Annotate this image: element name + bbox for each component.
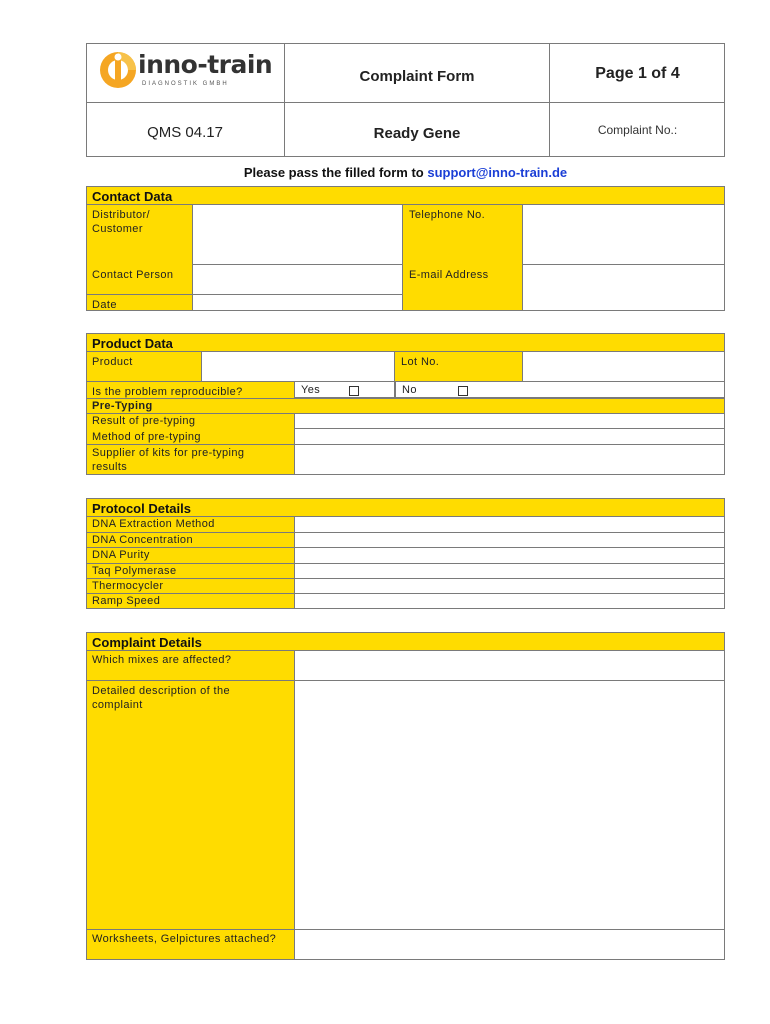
ramp-speed-field[interactable]	[294, 593, 725, 609]
product-section-title: Product Data	[92, 336, 173, 351]
dna-extraction-label: DNA Extraction Method	[92, 518, 215, 530]
no-option[interactable]	[395, 381, 725, 398]
product-name: Ready Gene	[373, 125, 461, 142]
instruction-line	[86, 165, 725, 180]
distributor-label: Distributor/ Customer	[92, 209, 150, 235]
thermocycler-field[interactable]	[294, 578, 725, 594]
company-logo	[98, 48, 278, 94]
logo-subtext: DIAGNOSTIK GMBH	[142, 81, 229, 87]
taq-polymerase-label: Taq Polymerase	[92, 565, 177, 577]
pretyping-supplier-field[interactable]	[294, 444, 725, 475]
email-label: E-mail Address	[409, 269, 489, 281]
contact-person-label: Contact Person	[92, 269, 174, 281]
instruction-text: Please pass the filled form to	[243, 165, 428, 180]
distributor-field[interactable]	[192, 204, 403, 265]
protocol-section-title: Protocol Details	[92, 501, 191, 516]
complaint-section-title: Complaint Details	[92, 635, 202, 650]
pretyping-method-field[interactable]	[294, 428, 725, 445]
dna-concentration-field[interactable]	[294, 532, 725, 548]
header-divider	[86, 102, 725, 103]
dna-concentration-label: DNA Concentration	[92, 534, 193, 546]
thermocycler-label: Thermocycler	[92, 580, 164, 592]
no-checkbox[interactable]	[458, 386, 468, 396]
dna-extraction-field[interactable]	[294, 516, 725, 533]
support-email-link[interactable]: support@inno-train.de	[427, 165, 568, 180]
form-title: Complaint Form	[359, 68, 475, 85]
product-label: Product	[92, 356, 133, 368]
pretyping-supplier-label: Supplier of kits for pre-typing results	[92, 447, 245, 473]
worksheets-field[interactable]	[294, 929, 725, 960]
pretyping-title: Pre-Typing	[92, 400, 153, 412]
complaint-no-label: Complaint No.:	[597, 123, 678, 137]
email-field[interactable]	[522, 264, 725, 311]
mixes-field[interactable]	[294, 650, 725, 681]
doc-code: QMS 04.17	[147, 124, 223, 141]
lot-label: Lot No.	[401, 356, 440, 368]
header-divider	[549, 43, 550, 157]
description-label: Detailed description of the complaint	[92, 685, 230, 711]
date-field[interactable]	[192, 294, 403, 311]
pretyping-method-label: Method of pre-typing	[92, 431, 201, 443]
product-field[interactable]	[201, 351, 395, 382]
pretyping-result-label: Result of pre-typing	[92, 415, 196, 427]
pretyping-result-field[interactable]	[294, 413, 725, 429]
telephone-field[interactable]	[522, 204, 725, 265]
no-label: No	[402, 384, 417, 396]
lot-field[interactable]	[522, 351, 725, 382]
ramp-speed-label: Ramp Speed	[92, 595, 161, 607]
description-field[interactable]	[294, 680, 725, 930]
yes-checkbox[interactable]	[349, 386, 359, 396]
date-label: Date	[92, 299, 117, 311]
page-info: Page 1 of 4	[595, 65, 680, 82]
yes-option[interactable]	[294, 381, 395, 398]
dna-purity-field[interactable]	[294, 547, 725, 564]
worksheets-label: Worksheets, Gelpictures attached?	[92, 933, 277, 945]
taq-polymerase-field[interactable]	[294, 563, 725, 579]
telephone-label: Telephone No.	[409, 209, 486, 221]
dna-purity-label: DNA Purity	[92, 549, 150, 561]
contact-person-field[interactable]	[192, 264, 403, 295]
mixes-label: Which mixes are affected?	[92, 654, 232, 666]
reproducible-label: Is the problem reproducible?	[92, 386, 243, 398]
contact-section-title: Contact Data	[92, 189, 173, 204]
yes-label: Yes	[301, 384, 321, 396]
logo-text: inno-train	[138, 50, 273, 79]
